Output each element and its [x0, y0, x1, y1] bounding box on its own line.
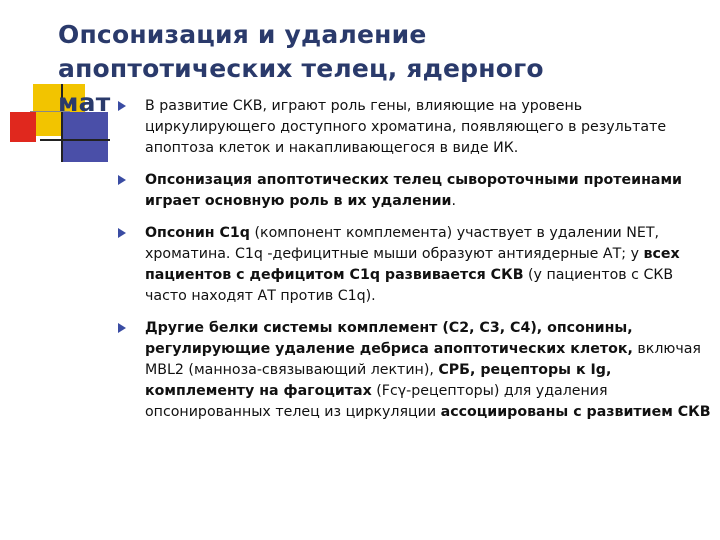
decor-red-square	[10, 112, 36, 142]
bullet-text: В развитие СКВ, играют роль гены, влияющие на уровень циркулирующего доступного хроматина, появляющего в результате апоптоза клеток и накапливающегося в виде ИК.	[145, 98, 667, 156]
triangle-bullet-icon	[118, 323, 126, 333]
bullet-text: (у пациентов с СКВ часто находят АТ против С1q).	[145, 267, 674, 304]
triangle-bullet-icon	[118, 101, 126, 111]
bullet-text: (Fcγ-рецепторы) для удаления опсонированных телец из циркуляции	[145, 383, 608, 420]
bullet-bold-text: Опсонизация апоптотических телец сывороточными протеинами играет основную роль в их удалении	[145, 172, 682, 209]
bullet-item	[118, 318, 712, 423]
bullet-text: включая MBL2 (манноза-связывающий лектин),	[145, 341, 701, 378]
bullet-text: .	[451, 193, 456, 209]
triangle-bullet-icon	[118, 175, 126, 185]
bullet-text: (компонент комплемента) участвует в удалении NET, хроматина. С1q -дефицитные мыши образуют антиядерные АТ; у	[145, 225, 660, 262]
bullet-list	[118, 96, 712, 434]
triangle-bullet-icon	[118, 228, 126, 238]
title-line-3: мат	[58, 88, 111, 117]
title-line-2: апоптотических телец, ядерного	[58, 54, 544, 83]
bullet-bold-text: Другие белки системы комплемент (С2, С3, С4), опсонины, регулирующие удаление дебриса апоптотических клеток,	[145, 320, 633, 357]
bullet-item	[118, 223, 712, 307]
bullet-bold-text: СРБ, рецепторы к Ig, комплементу на фагоцитах	[145, 362, 612, 399]
bullet-item	[118, 170, 712, 212]
bullet-item	[118, 96, 712, 159]
bullet-bold-text: всех пациентов с дефицитом С1q развивается СКВ	[145, 246, 680, 283]
title-line-1: Опсонизация и удаление	[58, 20, 427, 49]
bullet-bold-text: Опсонин С1q	[145, 225, 250, 241]
decor-horizontal-line	[40, 139, 110, 141]
bullet-bold-text: ассоциированы с развитием СКВ	[440, 404, 711, 420]
